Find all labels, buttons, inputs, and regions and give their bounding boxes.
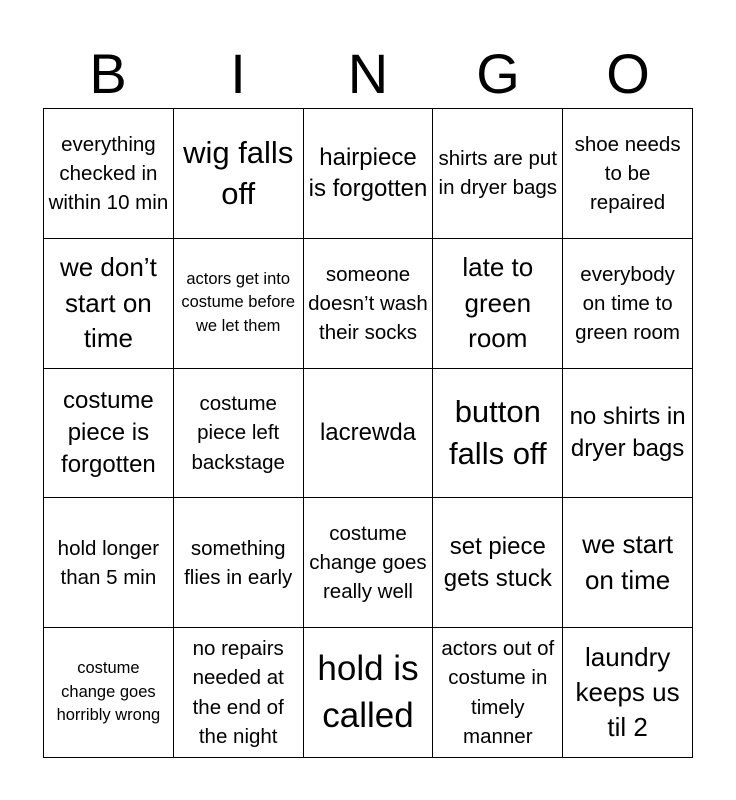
cell-text: hairpiece is forgotten (308, 143, 428, 203)
cell-text: everybody on time to green room (575, 262, 681, 344)
cell-text: actors get into costume before we let them (181, 270, 296, 335)
bingo-cell-r5-c2[interactable] (174, 628, 304, 758)
cell-text: we start on time (582, 529, 674, 595)
bingo-cell-r4-c2[interactable] (174, 498, 304, 628)
header-letter-o: O (606, 42, 650, 105)
cell-text: someone doesn’t wash their socks (308, 262, 428, 344)
cell-text: everything checked in within 10 min (48, 132, 169, 214)
cell-text: costume piece left backstage (191, 392, 285, 474)
cell-text: late to green room (462, 252, 534, 353)
header-letter-g: G (476, 42, 520, 105)
bingo-cell-r1-c5[interactable] (563, 109, 693, 239)
bingo-header (43, 40, 693, 108)
bingo-cell-r2-c4[interactable] (433, 239, 563, 369)
bingo-cell-r3-c5[interactable] (563, 369, 693, 499)
bingo-cell-r3-c2[interactable] (174, 369, 304, 499)
cell-text: hold longer than 5 min (57, 536, 160, 589)
cell-text: hold is called (317, 648, 419, 735)
bingo-cell-r2-c3[interactable] (304, 239, 434, 369)
bingo-cell-r4-c3[interactable] (304, 498, 434, 628)
bingo-cell-r4-c4[interactable] (433, 498, 563, 628)
cell-text: costume change goes really well (309, 522, 427, 604)
bingo-cell-r5-c4[interactable] (433, 628, 563, 758)
cell-text: costume change goes horribly wrong (56, 659, 161, 725)
bingo-cell-r2-c2[interactable] (174, 239, 304, 369)
cell-text: set piece gets stuck (443, 533, 552, 592)
cell-text: button falls off (448, 394, 547, 471)
bingo-cell-r3-c4[interactable] (433, 369, 563, 499)
bingo-board (43, 108, 693, 758)
header-letter-n: N (347, 42, 389, 105)
cell-text: laundry keeps us til 2 (575, 641, 680, 743)
cell-text: we don’t start on time (59, 252, 157, 353)
cell-text: wig falls off (183, 134, 294, 212)
cell-text: lacrewda (319, 419, 417, 447)
header-letter-i: I (230, 42, 246, 105)
bingo-cell-r1-c3[interactable] (304, 109, 434, 239)
bingo-cell-r5-c5[interactable] (563, 628, 693, 758)
cell-text: no shirts in dryer bags (569, 403, 686, 462)
cell-text: shirts are put in dryer bags (438, 147, 558, 200)
cell-text: actors out of costume in timely manner (441, 637, 555, 748)
bingo-cell-r5-c3[interactable] (304, 628, 434, 758)
cell-text: costume piece is forgotten (61, 387, 156, 478)
cell-text: shoe needs to be repaired (574, 132, 681, 214)
bingo-cell-r1-c2[interactable] (174, 109, 304, 239)
bingo-cell-r3-c3[interactable] (304, 369, 434, 499)
bingo-cell-r4-c1[interactable] (44, 498, 174, 628)
bingo-cell-r1-c1[interactable] (44, 109, 174, 239)
bingo-cell-r5-c1[interactable] (44, 628, 174, 758)
bingo-cell-r4-c5[interactable] (563, 498, 693, 628)
bingo-cell-r3-c1[interactable] (44, 369, 174, 499)
bingo-cell-r1-c4[interactable] (433, 109, 563, 239)
cell-text: no repairs needed at the end of the night (192, 637, 284, 748)
header-letter-b: B (89, 42, 127, 105)
cell-text: something flies in early (184, 536, 293, 589)
bingo-cell-r2-c5[interactable] (563, 239, 693, 369)
bingo-cell-r2-c1[interactable] (44, 239, 174, 369)
